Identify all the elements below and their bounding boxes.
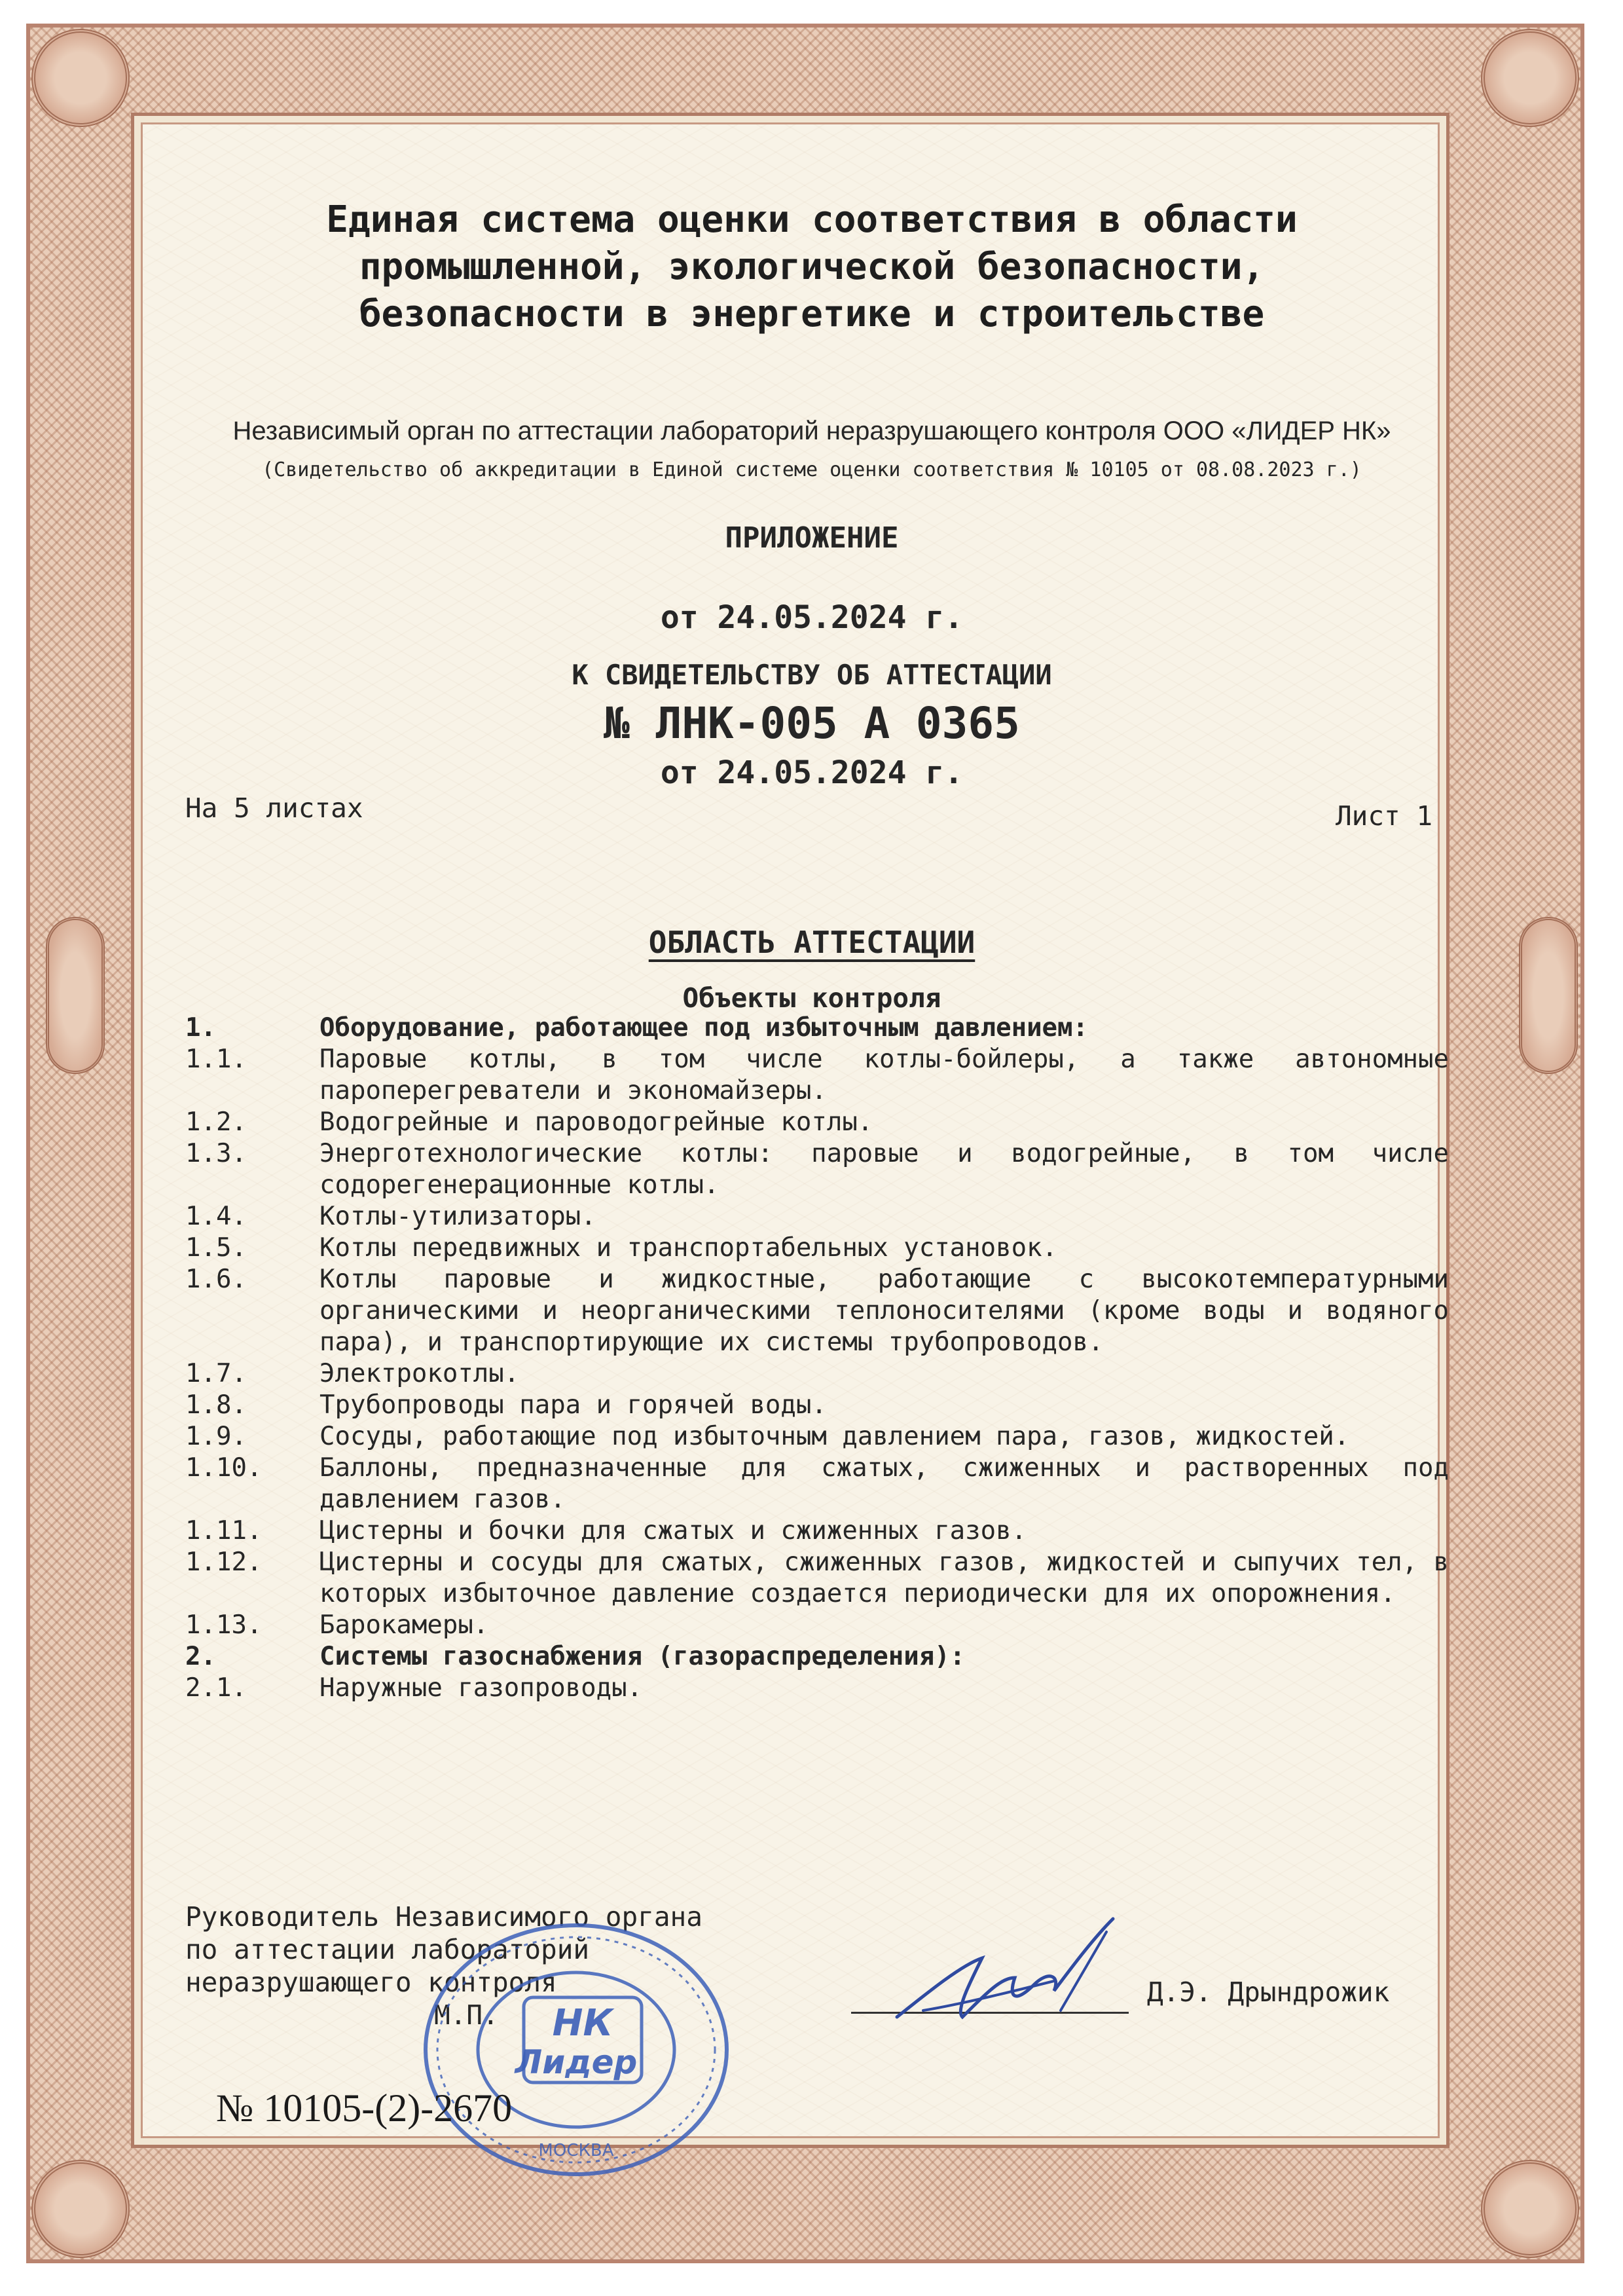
scope-item-text: Цистерны и сосуды для сжатых, сжиженных газов, жидкостей и сыпучих тел, в которых избыточное давление создается периодически для их опорожнения. xyxy=(319,1547,1449,1608)
scope-item-number: 1.1. xyxy=(185,1045,247,1074)
scope-item-text: Электрокотлы. xyxy=(319,1359,520,1388)
scope-item-text: Энерготехнологические котлы: паровые и водогрейные, в том числе содорегенерационные котлы. xyxy=(319,1139,1449,1200)
scope-item-number: 1.8. xyxy=(185,1390,247,1420)
scope-item-text: Барокамеры. xyxy=(319,1610,489,1640)
blank-number: № 10105-(2)-2670 xyxy=(216,2086,513,2130)
scope-item xyxy=(185,1012,1449,1044)
scope-item-text: Оборудование, работающее под избыточным давлением: xyxy=(319,1013,1088,1043)
scope-item-number: 1.9. xyxy=(185,1422,247,1451)
scope-list xyxy=(185,1012,1449,1704)
scope-item xyxy=(185,1610,1449,1641)
signatory-title-line3: неразрушающего контроля xyxy=(185,1967,557,1998)
certificate-reference: К СВИДЕТЕЛЬСТВУ ОБ АТТЕСТАЦИИ xyxy=(572,659,1052,691)
scope-item xyxy=(185,1673,1449,1704)
scope-item-text: Водогрейные и пароводогрейные котлы. xyxy=(319,1107,873,1137)
appendix-label: ПРИЛОЖЕНИЕ xyxy=(725,521,899,555)
scope-item-number: 1.7. xyxy=(185,1359,247,1388)
seal-logo-top: НК xyxy=(552,2002,613,2045)
accreditation-note: (Свидетельство об аккредитации в Единой системе оценки соответствия № 10105 от 08.08.2023 г.) xyxy=(262,458,1362,481)
signatory-title-line2: по аттестации лабораторий xyxy=(185,1934,590,1965)
scope-item-number: 1. xyxy=(185,1013,216,1043)
signer-name: Д.Э. Дрындрожик xyxy=(1147,1976,1390,2008)
scope-heading-text: ОБЛАСТЬ АТТЕСТАЦИИ xyxy=(648,925,976,960)
scope-item-text: Котлы-утилизаторы. xyxy=(319,1202,596,1231)
scope-item xyxy=(185,1138,1449,1201)
scope-item-text: Наружные газопроводы. xyxy=(319,1673,643,1703)
scope-item-number: 1.3. xyxy=(185,1139,247,1168)
scope-item-number: 2. xyxy=(185,1642,216,1671)
scope-item-text: Сосуды, работающие под избыточным давлением пара, газов, жидкостей. xyxy=(319,1422,1350,1451)
objects-heading: Объекты контроля xyxy=(682,982,941,1014)
scope-item xyxy=(185,1044,1449,1107)
scope-item-number: 1.10. xyxy=(185,1453,263,1483)
system-title: Единая система оценки соответствия в области промышленной, экологической безопасности, безопасности в энергетике и строительстве xyxy=(326,198,1298,335)
scope-item-number: 1.6. xyxy=(185,1265,247,1294)
scope-item-number: 1.5. xyxy=(185,1233,247,1263)
scope-item-text: Цистерны и бочки для сжатых и сжиженных газов. xyxy=(319,1516,1027,1546)
scope-item-text: Котлы передвижных и транспортабельных установок. xyxy=(319,1233,1058,1263)
organization-seal xyxy=(419,1919,733,2181)
scope-item-number: 1.13. xyxy=(185,1610,263,1640)
scope-item-text: Трубопроводы пара и горячей воды. xyxy=(319,1390,827,1420)
scope-item-number: 1.4. xyxy=(185,1202,247,1231)
sheet-number: Лист 1 xyxy=(1336,800,1433,832)
appendix-date: от 24.05.2024 г. xyxy=(660,599,964,636)
seal-city: МОСКВА xyxy=(538,2141,614,2160)
handwritten-signature xyxy=(884,1912,1133,2043)
scope-item xyxy=(185,1515,1449,1547)
scope-item xyxy=(185,1264,1449,1358)
sheets-total: На 5 листах xyxy=(185,792,363,824)
scope-item xyxy=(185,1358,1449,1390)
scope-item xyxy=(185,1201,1449,1232)
scope-item xyxy=(185,1107,1449,1138)
scope-item-text: Паровые котлы, в том числе котлы-бойлеры, а также автономные пароперегреватели и экономайзеры. xyxy=(319,1045,1449,1105)
scope-item xyxy=(185,1390,1449,1421)
scope-item-number: 2.1. xyxy=(185,1673,247,1703)
scope-item-number: 1.2. xyxy=(185,1107,247,1137)
scope-item xyxy=(185,1453,1449,1515)
seal-logo-bottom: Лидер xyxy=(515,2043,638,2081)
scope-item-text: Системы газоснабжения (газораспределения): xyxy=(319,1642,966,1671)
scope-heading xyxy=(131,925,1493,960)
scope-item-number: 1.12. xyxy=(185,1547,263,1577)
scope-item-text: Котлы паровые и жидкостные, работающие с высокотемпературными органическими и неорганическими теплоносителями (кроме воды и водяного пара), и транспортирующие их системы трубопроводов. xyxy=(319,1265,1449,1357)
scope-item xyxy=(185,1641,1449,1673)
stamp-place-label: М.П. xyxy=(434,1999,499,2031)
issuing-organ: Независимый орган по аттестации лабораторий неразрушающего контроля ООО «ЛИДЕР НК» xyxy=(232,417,1391,445)
scope-item xyxy=(185,1232,1449,1264)
scope-item xyxy=(185,1421,1449,1453)
scope-item-number: 1.11. xyxy=(185,1516,263,1546)
signatory-title-line1: Руководитель Независимого органа xyxy=(185,1901,702,1933)
scope-item-text: Баллоны, предназначенные для сжатых, сжиженных и растворенных под давлением газов. xyxy=(319,1453,1449,1514)
scope-item xyxy=(185,1547,1449,1610)
certificate-date: от 24.05.2024 г. xyxy=(660,754,964,791)
certificate-number: № ЛНК-005 А 0365 xyxy=(604,698,1020,749)
